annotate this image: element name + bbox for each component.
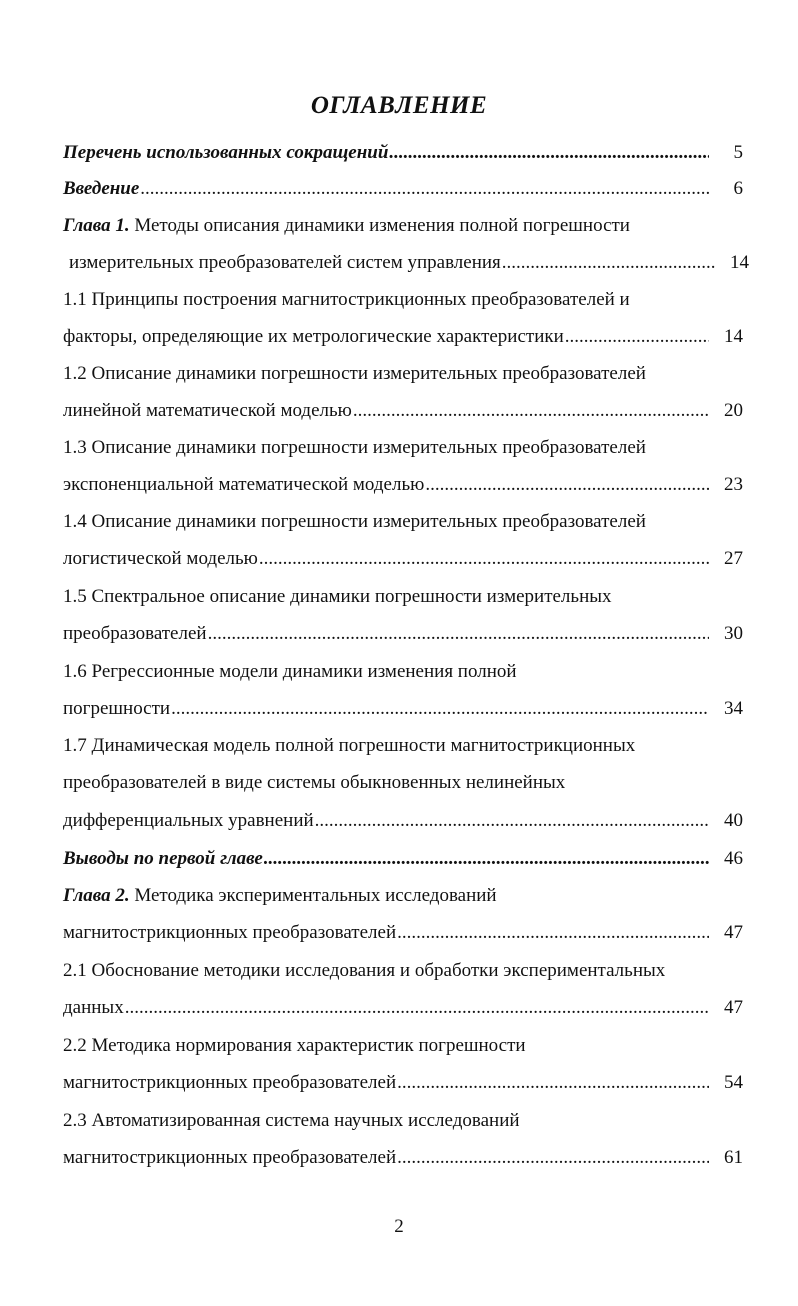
toc-entry-1-1-cont[interactable]	[63, 322, 743, 352]
toc-entry-label: 1.3 Описание динамики погрешности измерительных преобразователей	[63, 437, 646, 458]
page-title: ОГЛАВЛЕНИЕ	[310, 92, 488, 119]
toc-leader-dots	[171, 694, 709, 724]
toc-entry-page: 40	[724, 810, 743, 831]
toc-entry-2-1-cont[interactable]	[63, 993, 743, 1023]
toc-entry-label: данных	[63, 997, 124, 1018]
toc-leader-dots	[353, 396, 709, 426]
toc-entry-label: логистической моделью	[63, 548, 258, 569]
toc-entry-chapter-2[interactable]	[63, 881, 743, 911]
toc-entry-label: 2.3 Автоматизированная система научных исследований	[63, 1110, 520, 1131]
toc-entry-label: преобразователей	[63, 623, 207, 644]
toc-entry-page: 23	[724, 474, 743, 495]
toc-entry-1-1[interactable]	[63, 285, 743, 315]
toc-entry-page: 47	[724, 922, 743, 943]
toc-entry-page: 27	[724, 548, 743, 569]
toc-entry-label: погрешности	[63, 698, 171, 719]
toc-entry-label: 1.4 Описание динамики погрешности измерительных преобразователей	[63, 511, 646, 532]
toc-entry-1-6[interactable]	[63, 657, 743, 687]
toc-entry-1-7-cont[interactable]	[63, 768, 743, 798]
toc-entry-1-4[interactable]	[63, 507, 743, 537]
toc-entry-page: 6	[733, 178, 743, 199]
toc-entry-chapter-1-cont[interactable]	[69, 248, 749, 278]
toc-entry-label: 2.2 Методика нормирования характеристик погрешности	[63, 1035, 526, 1056]
toc-entry-page: 61	[724, 1147, 743, 1168]
toc-entry-label: магнитострикционных преобразователей	[63, 922, 397, 943]
toc-leader-dots	[208, 619, 709, 649]
toc-entry-1-4-cont[interactable]	[63, 544, 743, 574]
toc-leader-dots	[397, 1143, 709, 1173]
toc-entry-1-6-cont[interactable]	[63, 694, 743, 724]
toc-entry-1-2[interactable]	[63, 359, 743, 389]
toc-entry-label: 1.7 Динамическая модель полной погрешности магнитострикционных	[63, 735, 636, 756]
toc-entry-label: дифференциальных уравнений	[63, 810, 314, 831]
toc-entry-2-2-cont[interactable]	[63, 1068, 743, 1098]
toc-entry-label: Выводы по первой главе	[63, 848, 263, 869]
toc-entry-conclusions-1[interactable]	[63, 844, 743, 874]
toc-entry-label: магнитострикционных преобразователей	[63, 1072, 397, 1093]
toc-entry-label: Перечень использованных сокращений	[63, 142, 389, 163]
toc-entry-1-7-cont-2[interactable]	[63, 806, 743, 836]
toc-entry-label: 1.5 Спектральное описание динамики погрешности измерительных	[63, 586, 612, 607]
toc-entry-label: линейной математической моделью	[63, 400, 352, 421]
toc-entry-page: 34	[724, 698, 743, 719]
toc-entry-1-5[interactable]	[63, 582, 743, 612]
toc-entry-2-1[interactable]	[63, 956, 743, 986]
toc-entry-introduction[interactable]	[63, 174, 743, 204]
toc-entry-page: 54	[724, 1072, 743, 1093]
toc-entry-label: факторы, определяющие их метрологические характеристики	[63, 326, 564, 347]
toc-leader-dots	[425, 470, 709, 500]
toc-entry-chapter-1[interactable]	[63, 211, 743, 241]
toc-leader-dots	[502, 248, 715, 278]
toc-entry-label: Методика экспериментальных исследований	[129, 885, 497, 906]
toc-entry-label: 1.1 Принципы построения магнитострикционных преобразователей и	[63, 289, 630, 310]
toc-entry-1-3[interactable]	[63, 433, 743, 463]
toc-entry-page: 30	[724, 623, 743, 644]
toc-entry-label: 2.1 Обоснование методики исследования и обработки экспериментальных	[63, 960, 666, 981]
toc-leader-dots	[264, 844, 709, 874]
toc-leader-dots	[315, 806, 709, 836]
toc-entry-1-7[interactable]	[63, 731, 743, 761]
toc-entry-page: 46	[724, 848, 743, 869]
toc-entry-1-3-cont[interactable]	[63, 470, 743, 500]
toc-entry-label: Методы описания динамики изменения полной погрешности	[129, 215, 630, 236]
toc-leader-dots	[140, 174, 709, 204]
toc-entry-label: преобразователей в виде системы обыкновенных нелинейных	[63, 772, 566, 793]
toc-entry-label: Введение	[63, 178, 140, 199]
toc-leader-dots	[565, 322, 709, 352]
toc-entry-abbreviations[interactable]	[63, 138, 743, 168]
toc-entry-label: магнитострикционных преобразователей	[63, 1147, 397, 1168]
toc-entry-page: 14	[724, 326, 743, 347]
toc-leader-dots	[259, 544, 709, 574]
toc-entry-2-2[interactable]	[63, 1031, 743, 1061]
toc-entry-2-3[interactable]	[63, 1106, 743, 1136]
toc-entry-page: 20	[724, 400, 743, 421]
toc-entry-label: 1.6 Регрессионные модели динамики изменения полной	[63, 661, 517, 682]
toc-leader-dots	[397, 918, 709, 948]
toc-leader-dots	[125, 993, 709, 1023]
toc-entry-chapter-2-cont[interactable]	[63, 918, 743, 948]
toc-entry-page: 47	[724, 997, 743, 1018]
page-number: 2	[394, 1216, 404, 1237]
toc-entry-label: 1.2 Описание динамики погрешности измерительных преобразователей	[63, 363, 646, 384]
toc-leader-dots	[397, 1068, 709, 1098]
toc-chapter-prefix: Глава 1.	[63, 215, 130, 236]
toc-entry-label: экспоненциальной математической моделью	[63, 474, 425, 495]
toc-entry-page: 14	[730, 252, 749, 273]
toc-entry-1-2-cont[interactable]	[63, 396, 743, 426]
toc-chapter-prefix: Глава 2.	[63, 885, 130, 906]
toc-entry-2-3-cont[interactable]	[63, 1143, 743, 1173]
toc-entry-label: измерительных преобразователей систем управления	[69, 252, 501, 273]
toc-entry-page: 5	[733, 142, 743, 163]
toc-leader-dots	[389, 138, 709, 168]
toc-entry-1-5-cont[interactable]	[63, 619, 743, 649]
